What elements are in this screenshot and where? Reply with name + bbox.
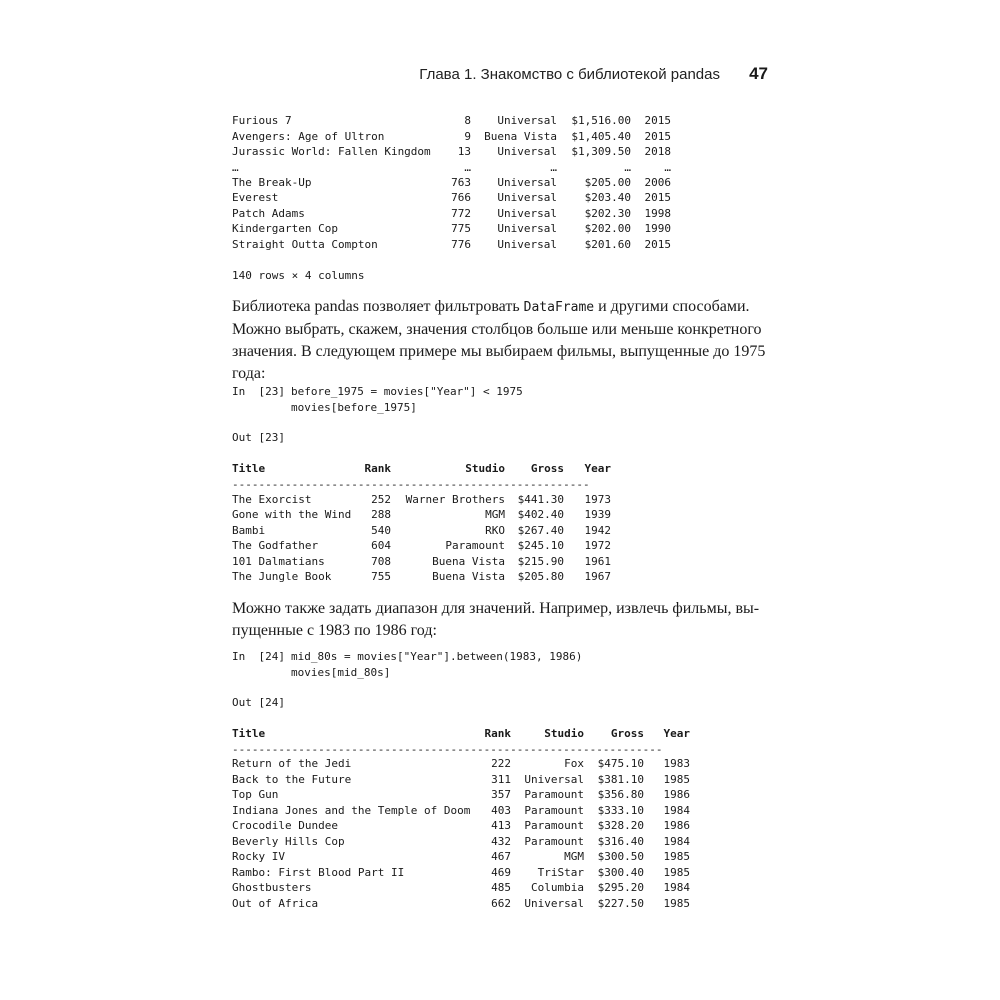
cell-rank: 776	[451, 238, 471, 251]
cell-gross: $203.40	[584, 191, 631, 204]
cell-year: 1985	[663, 897, 690, 910]
cell-rank: 8	[464, 114, 471, 127]
cell-gross: $201.60	[584, 238, 631, 251]
cell-studio: Universal	[497, 114, 557, 127]
table-row	[232, 569, 792, 584]
cell-year: 1983	[663, 757, 690, 770]
cell-year: 1972	[584, 539, 611, 552]
cell-studio: MGM	[564, 850, 584, 863]
cell-year: 1939	[584, 508, 611, 521]
cell-title: Gone with the Wind	[232, 508, 352, 521]
paragraph-text: Библиотека pandas позволяет фильтровать	[232, 298, 524, 315]
table-separator: ------------------------------------------------------	[232, 477, 590, 491]
code-line: mid_80s = movies["Year"].between(1983, 1986)	[291, 650, 583, 663]
cell-studio: Paramount	[445, 539, 505, 552]
paragraph-text: и другими способами. Можно выбрать, скажем, значения столбцов больше или меньше конкретного значения. В следующем примере мы выбираем фильмы, выпущенные до 1975 года:	[232, 298, 766, 382]
cell-studio: Warner Brothers	[405, 493, 505, 506]
header-year: Year	[663, 727, 690, 740]
cell-year: 2015	[644, 191, 671, 204]
running-header	[232, 64, 768, 88]
header-title: Title	[232, 727, 266, 740]
table-row	[232, 849, 792, 864]
inline-code: DataFrame	[523, 300, 595, 315]
cell-rank: 485	[491, 881, 511, 894]
cell-rank: 662	[491, 897, 511, 910]
cell-rank: 766	[451, 191, 471, 204]
code-line: before_1975 = movies["Year"] < 1975	[291, 385, 523, 398]
cell-year: 1986	[663, 819, 690, 832]
cell-title: Indiana Jones and the Temple of Doom	[232, 804, 471, 817]
cell-studio: Universal	[497, 238, 557, 251]
cell-year: 1973	[584, 493, 611, 506]
table-row	[232, 113, 792, 128]
table-row	[232, 896, 792, 911]
page-number: 47	[749, 64, 768, 83]
cell-title: Rocky IV	[232, 850, 285, 863]
cell-title: Rambo: First Blood Part II	[232, 866, 405, 879]
cell-year: 1984	[663, 881, 690, 894]
cell-rank: 9	[464, 130, 471, 143]
cell-title: Back to the Future	[232, 773, 352, 786]
chapter-title: Глава 1. Знакомство с библиотекой pandas	[419, 66, 720, 83]
cell-studio: Universal	[524, 773, 584, 786]
code-out-label: Out [23]	[232, 431, 285, 444]
cell-title: Bambi	[232, 524, 266, 537]
cell-title: Furious 7	[232, 114, 292, 127]
cell-gross: $316.40	[597, 835, 644, 848]
cell-year: 1985	[663, 866, 690, 879]
header-title: Title	[232, 462, 266, 475]
cell-year: 1986	[663, 788, 690, 801]
cell-gross: $295.20	[597, 881, 644, 894]
cell-gross: $328.20	[597, 819, 644, 832]
cell-studio: MGM	[485, 508, 505, 521]
table-row	[232, 523, 792, 538]
cell-year: 1961	[584, 555, 611, 568]
cell-year: 1985	[663, 850, 690, 863]
table-row	[232, 237, 792, 252]
cell-studio: Paramount	[524, 804, 584, 817]
cell-year: 2006	[644, 176, 671, 189]
cell-title: Crocodile Dundee	[232, 819, 338, 832]
cell-rank: 763	[451, 176, 471, 189]
cell-gross: $300.40	[597, 866, 644, 879]
cell-title: 101 Dalmatians	[232, 555, 325, 568]
cell-gross: $227.50	[597, 897, 644, 910]
cell-studio: Paramount	[524, 835, 584, 848]
cell-studio: Universal	[524, 897, 584, 910]
table-row	[232, 175, 792, 190]
table-row	[232, 787, 792, 802]
table-row	[232, 221, 792, 236]
cell-rank: 288	[371, 508, 391, 521]
cell-gross: $402.40	[517, 508, 564, 521]
cell-year: 1984	[663, 835, 690, 848]
table-separator: -----------------------------------------------------------------	[232, 742, 663, 756]
cell-title: The Exorcist	[232, 493, 312, 506]
cell-gross: $215.90	[517, 555, 564, 568]
table-row	[232, 865, 792, 880]
cell-gross: $202.00	[584, 222, 631, 235]
cell-year: 1998	[644, 207, 671, 220]
cell-rank: …	[464, 161, 471, 174]
cell-title: Beverly Hills Cop	[232, 835, 345, 848]
code-in-label: In [24]	[232, 650, 285, 663]
table-row	[232, 818, 792, 833]
cell-title: Straight Outta Compton	[232, 238, 378, 251]
cell-title: The Break-Up	[232, 176, 312, 189]
table-summary: 140 rows × 4 columns	[232, 269, 365, 282]
cell-year: 2015	[644, 114, 671, 127]
table-row	[232, 756, 792, 771]
cell-studio: Buena Vista	[484, 130, 557, 143]
cell-gross: $381.10	[597, 773, 644, 786]
cell-studio: Buena Vista	[432, 555, 505, 568]
table-row	[232, 554, 792, 569]
cell-gross: $356.80	[597, 788, 644, 801]
cell-gross: $202.30	[584, 207, 631, 220]
cell-year: 2018	[644, 145, 671, 158]
cell-title: Top Gun	[232, 788, 279, 801]
header-gross: Gross	[530, 462, 564, 475]
cell-gross: …	[624, 161, 631, 174]
cell-title: Ghostbusters	[232, 881, 312, 894]
cell-studio: TriStar	[537, 866, 584, 879]
cell-rank: 467	[491, 850, 511, 863]
table-row	[232, 880, 792, 895]
table-row	[232, 190, 792, 205]
cell-studio: Buena Vista	[432, 570, 505, 583]
cell-rank: 403	[491, 804, 511, 817]
table-row	[232, 772, 792, 787]
cell-gross: $205.00	[584, 176, 631, 189]
cell-studio: …	[550, 161, 557, 174]
cell-year: 1990	[644, 222, 671, 235]
table-row	[232, 538, 792, 553]
cell-title: Patch Adams	[232, 207, 305, 220]
cell-rank: 540	[371, 524, 391, 537]
cell-title: Jurassic World: Fallen Kingdom	[232, 145, 431, 158]
cell-gross: $1,309.50	[571, 145, 631, 158]
cell-rank: 222	[491, 757, 511, 770]
table-header-row	[232, 726, 792, 741]
cell-gross: $205.80	[517, 570, 564, 583]
cell-title: Avengers: Age of Ultron	[232, 130, 385, 143]
cell-rank: 469	[491, 866, 511, 879]
cell-title: The Godfather	[232, 539, 319, 552]
cell-year: 1942	[584, 524, 611, 537]
code-line: movies[before_1975]	[291, 401, 417, 414]
cell-gross: $333.10	[597, 804, 644, 817]
header-rank: Rank	[364, 462, 391, 475]
header-studio: Studio	[544, 727, 584, 740]
cell-rank: 413	[491, 819, 511, 832]
cell-studio: Universal	[497, 222, 557, 235]
table-row	[232, 129, 792, 144]
cell-title: Kindergarten Cop	[232, 222, 338, 235]
table-row	[232, 160, 792, 175]
table-row	[232, 803, 792, 818]
cell-studio: Universal	[497, 176, 557, 189]
header-studio: Studio	[465, 462, 505, 475]
table-row	[232, 507, 792, 522]
header-rank: Rank	[484, 727, 511, 740]
cell-rank: 311	[491, 773, 511, 786]
cell-rank: 775	[451, 222, 471, 235]
table-row	[232, 492, 792, 507]
cell-studio: Columbia	[531, 881, 584, 894]
header-year: Year	[584, 462, 611, 475]
cell-rank: 432	[491, 835, 511, 848]
cell-title: Return of the Jedi	[232, 757, 352, 770]
cell-studio: Paramount	[524, 819, 584, 832]
cell-gross: $245.10	[517, 539, 564, 552]
cell-gross: $441.30	[517, 493, 564, 506]
cell-rank: 252	[371, 493, 391, 506]
cell-gross: $267.40	[517, 524, 564, 537]
cell-rank: 772	[451, 207, 471, 220]
table-header-row	[232, 461, 792, 476]
cell-title: Everest	[232, 191, 279, 204]
paragraph-filtering	[232, 296, 768, 385]
cell-rank: 357	[491, 788, 511, 801]
cell-title: …	[232, 161, 239, 174]
cell-studio: Universal	[497, 207, 557, 220]
code-in-label: In [23]	[232, 385, 285, 398]
cell-studio: Universal	[497, 191, 557, 204]
cell-year: 1985	[663, 773, 690, 786]
code-out-label: Out [24]	[232, 696, 285, 709]
cell-gross: $1,516.00	[571, 114, 631, 127]
cell-year: 2015	[644, 238, 671, 251]
cell-rank: 604	[371, 539, 391, 552]
table-row	[232, 834, 792, 849]
cell-title: The Jungle Book	[232, 570, 332, 583]
cell-studio: Paramount	[524, 788, 584, 801]
table-row	[232, 206, 792, 221]
cell-year: 1967	[584, 570, 611, 583]
cell-gross: $475.10	[597, 757, 644, 770]
cell-rank: 755	[371, 570, 391, 583]
cell-year: 1984	[663, 804, 690, 817]
cell-studio: Fox	[564, 757, 584, 770]
cell-gross: $300.50	[597, 850, 644, 863]
paragraph-range: Можно также задать диапазон для значений. Например, извлечь фильмы, выпущенные с 1983 по 1986 год:	[232, 600, 760, 639]
cell-studio: Universal	[497, 145, 557, 158]
cell-year: 2015	[644, 130, 671, 143]
cell-gross: $1,405.40	[571, 130, 631, 143]
code-line: movies[mid_80s]	[291, 666, 391, 679]
cell-studio: RKO	[485, 524, 505, 537]
header-gross: Gross	[610, 727, 644, 740]
cell-rank: 13	[457, 145, 471, 158]
cell-title: Out of Africa	[232, 897, 319, 910]
table-row	[232, 144, 792, 159]
cell-year: …	[664, 161, 671, 174]
cell-rank: 708	[371, 555, 391, 568]
